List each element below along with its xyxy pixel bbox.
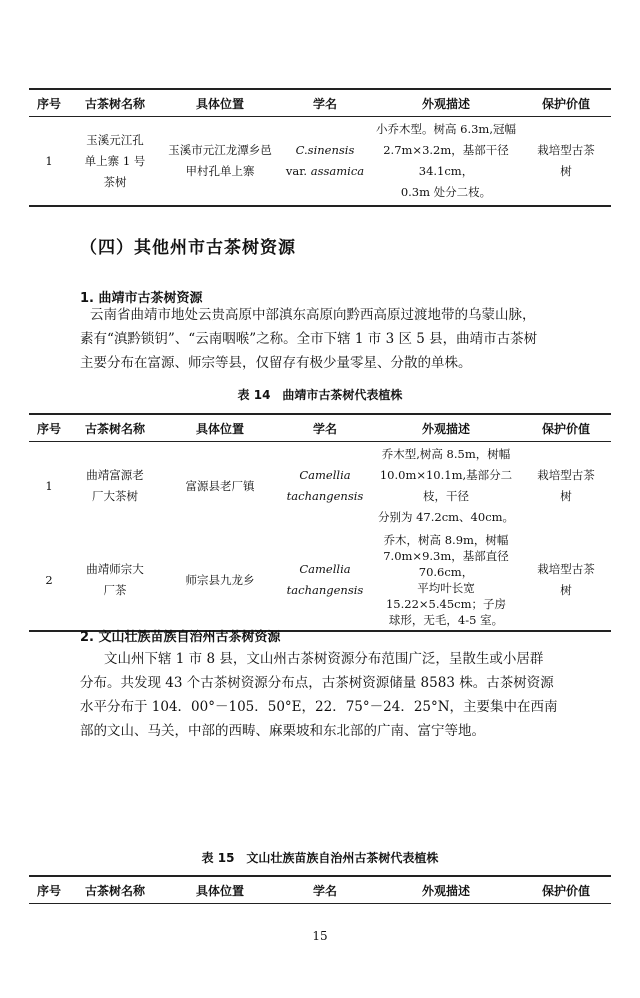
header-name: 古茶树名称 xyxy=(69,414,161,442)
header-value: 保护价值 xyxy=(521,89,611,117)
cell-desc xyxy=(371,530,521,631)
cell-text: tachangensis xyxy=(286,583,364,597)
cell-no: 1 xyxy=(29,117,69,207)
cell-text: 玉溪市元江龙潭乡邑 xyxy=(168,143,272,157)
header-location: 具体位置 xyxy=(161,89,279,117)
table-caption-14: 表 14 曲靖市古茶树代表植株 xyxy=(237,388,403,402)
cell-text: 平均叶长宽 15.22×5.45cm；子房 xyxy=(385,581,506,611)
cell-text: 曲靖富源老 xyxy=(86,468,144,482)
subsection-title-qujing: 1. 曲靖市古茶树资源 xyxy=(80,291,203,306)
table-caption-15: 表 15 文山壮族苗族自治州古茶树代表植株 xyxy=(201,851,439,865)
cell-text: 分别为 47.2cm、40cm。 xyxy=(377,510,515,524)
header-desc: 外观描述 xyxy=(371,414,521,442)
paragraph-line: 素有“滇黔锁钥”、“云南咽喉”之称。全市下辖 1 市 3 区 5 县，曲靖市古茶树 xyxy=(80,331,538,347)
cell-name xyxy=(69,530,161,631)
header-no: 序号 xyxy=(29,89,69,117)
header-value: 保护价值 xyxy=(521,414,611,442)
cell-location: 富源县老厂镇 xyxy=(185,478,255,493)
table-header-row xyxy=(29,414,611,442)
cell-value xyxy=(521,117,611,207)
subsection-title-wenshan: 2. 文山壮族苗族自治州古茶树资源 xyxy=(80,630,281,645)
cell-text: 茶树 xyxy=(103,174,127,189)
cell-text: 曲靖师宗大 xyxy=(86,562,144,576)
paragraph-line: 云南省曲靖市地处云贵高原中部滇东高原向黔西高原过渡地带的乌蒙山脉， xyxy=(90,307,536,323)
cell-text: var. assamica xyxy=(285,164,365,178)
cell-no: 2 xyxy=(29,530,69,631)
cell-text: 球形，无毛，4-5 室。 xyxy=(388,613,504,627)
page-number: 15 xyxy=(312,929,328,943)
cell-desc xyxy=(371,442,521,531)
table-row xyxy=(29,530,611,631)
cell-no: 1 xyxy=(45,478,53,493)
cell-text: 树 xyxy=(560,583,572,597)
cell-text: tachangensis xyxy=(286,489,364,503)
cell-text: 乔木型,树高 8.5m，树幅 xyxy=(381,447,511,461)
table-15 xyxy=(29,875,611,904)
header-sci: 学名 xyxy=(279,89,371,117)
paragraph-line: 部的文山、马关，中部的西畴、麻栗坡和东北部的广南、富宁等地。 xyxy=(80,723,485,739)
cell-text: 2.7m×3.2m，基部干径 34.1cm， xyxy=(383,143,509,178)
cell-text: C.sinensis xyxy=(295,143,355,157)
cell-text: 单上寨 1 号 xyxy=(84,153,146,168)
cell-sci xyxy=(279,117,371,207)
cell-sci xyxy=(279,530,371,631)
cell-text: Camellia xyxy=(299,562,351,576)
cell-text: 0.3m 处分二枝。 xyxy=(400,185,492,199)
cell-name xyxy=(69,117,161,207)
cell-location: 师宗县九龙乡 xyxy=(161,530,279,631)
table-header-row xyxy=(29,876,611,904)
cell-text: 甲村孔单上寨 xyxy=(185,164,255,178)
cell-text: 厂茶 xyxy=(103,583,127,597)
header-value: 保护价值 xyxy=(521,876,611,904)
header-location: 具体位置 xyxy=(161,876,279,904)
cell-value xyxy=(521,442,611,531)
cell-text xyxy=(281,161,369,182)
cell-text: 厂大茶树 xyxy=(92,489,138,503)
header-location: 具体位置 xyxy=(161,414,279,442)
paragraph-qujing xyxy=(80,303,576,375)
table-row xyxy=(29,442,611,531)
paragraph-line: 文山州下辖 1 市 8 县，文山州古茶树资源分布范围广泛，呈散生或小居群 xyxy=(104,651,544,667)
header-no: 序号 xyxy=(29,876,69,904)
cell-text: 玉溪元江孔 xyxy=(86,132,144,147)
paragraph-line: 分布。共发现 43 个古茶树资源分布点，古茶树资源储量 8583 株。古茶树资源 xyxy=(80,675,554,691)
cell-text: 10.0m×10.1m,基部分二枝，干径 xyxy=(379,468,513,503)
header-desc: 外观描述 xyxy=(371,876,521,904)
cell-text: 栽培型古茶 xyxy=(537,143,595,157)
paragraph-line: 主要分布在富源、师宗等县，仅留存有极少量零星、分散的单株。 xyxy=(80,355,472,371)
cell-text: 栽培型古茶 xyxy=(537,562,595,576)
cell-text: 栽培型古茶 xyxy=(537,468,595,482)
cell-text: Camellia xyxy=(299,468,351,482)
header-name: 古茶树名称 xyxy=(69,89,161,117)
header-desc: 外观描述 xyxy=(371,89,521,117)
cell-text: 7.0m×9.3m，基部直径 70.6cm， xyxy=(383,549,509,579)
cell-name xyxy=(69,442,161,531)
table-header-row xyxy=(29,89,611,117)
cell-sci xyxy=(279,442,371,531)
cell-text: 小乔木型。树高 6.3m,冠幅 xyxy=(375,122,516,136)
cell-location xyxy=(161,117,279,207)
cell-text: 乔木，树高 8.9m，树幅 xyxy=(383,533,509,547)
table-row xyxy=(29,117,611,207)
header-no: 序号 xyxy=(29,414,69,442)
table-14 xyxy=(29,413,611,632)
cell-value xyxy=(521,530,611,631)
table-top xyxy=(29,88,611,207)
header-sci: 学名 xyxy=(279,876,371,904)
paragraph-wenshan xyxy=(80,647,576,743)
header-name: 古茶树名称 xyxy=(69,876,161,904)
cell-text: 树 xyxy=(560,164,572,178)
paragraph-line: 水平分布于 104．00°－105．50°E，22．75°－24．25°N，主要集中在西南 xyxy=(80,699,558,715)
cell-desc xyxy=(371,117,521,207)
header-sci: 学名 xyxy=(279,414,371,442)
section-title: （四）其他州市古茶树资源 xyxy=(80,238,296,258)
cell-text: 树 xyxy=(560,489,572,503)
